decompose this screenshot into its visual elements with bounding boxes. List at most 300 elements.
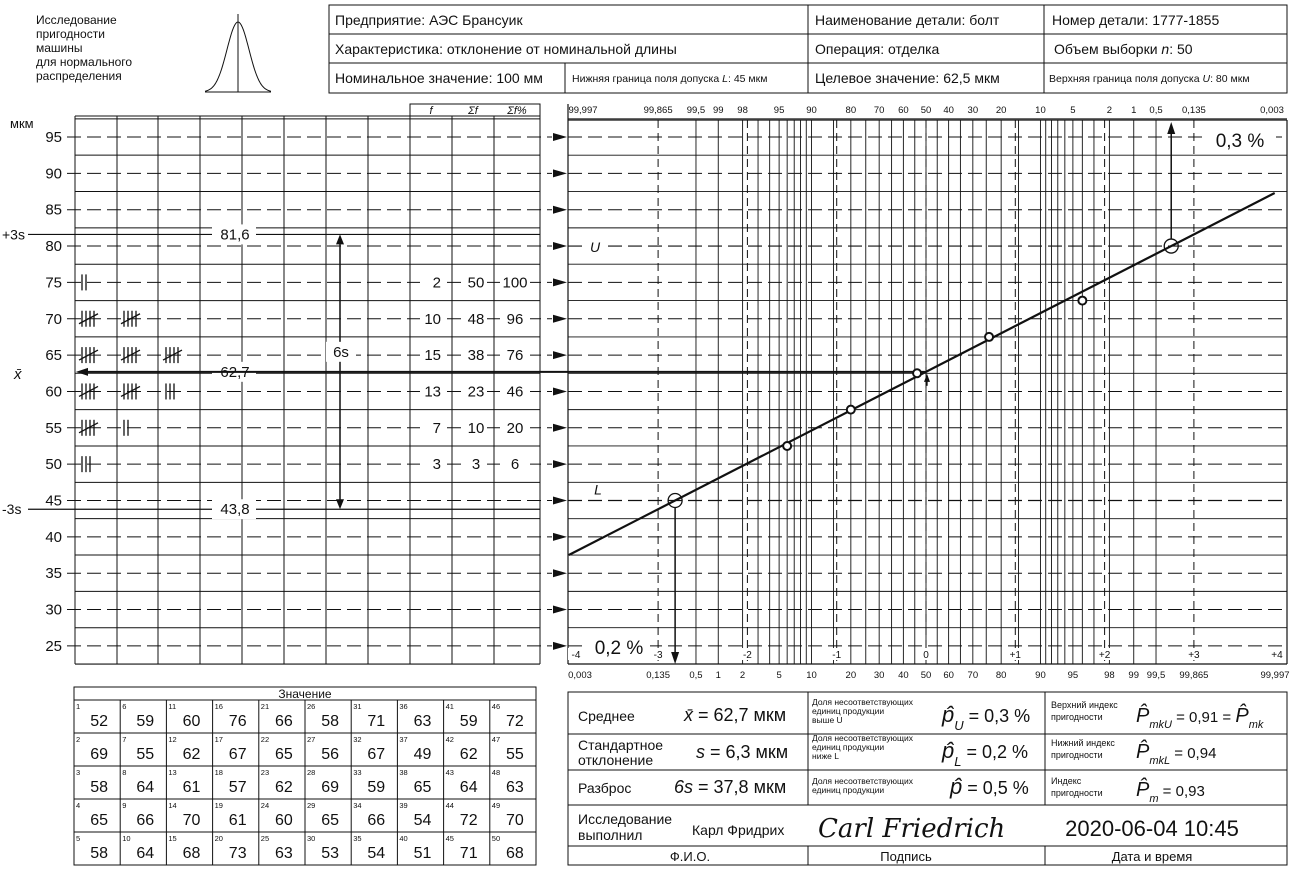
cum-freq-value: 10	[467, 419, 485, 437]
bottom-percent-label: 95	[1067, 670, 1079, 681]
value-cell: 49	[413, 746, 432, 763]
signature: Carl Friedrich	[818, 814, 1006, 844]
footer-col-name: Ф.И.О.	[669, 849, 711, 864]
title-line: Исследование	[36, 13, 117, 27]
value-cell: 70	[182, 812, 201, 829]
bottom-percent-label: 1	[715, 670, 721, 681]
value-cell: 69	[90, 746, 108, 763]
value-cell: 54	[413, 812, 432, 829]
data-point-4	[985, 333, 993, 341]
value-cell: 59	[459, 713, 478, 730]
pm-result	[1136, 778, 1205, 805]
row-arrow-marker	[553, 642, 567, 650]
values-title: Значение	[278, 687, 332, 701]
value-cell: 58	[90, 845, 108, 862]
cum-freq-value: 48	[467, 310, 485, 328]
value-cell: 72	[506, 713, 524, 730]
value-index: 28	[307, 768, 316, 777]
top-percent-label: 30	[967, 105, 979, 116]
value-index: 8	[122, 768, 127, 777]
lower-tolerance-value-part: Нижняя граница поля допуска	[572, 73, 723, 85]
stat-value-label: 81,6	[220, 226, 250, 244]
y-tick-label: 65	[45, 347, 62, 365]
value-index: 10	[122, 834, 131, 843]
index-desc: пригодности	[1051, 750, 1103, 760]
freq-value: 7	[432, 419, 441, 437]
y-tick-label: 45	[45, 492, 62, 510]
y-tick-label: 75	[45, 274, 62, 292]
value-index: 12	[168, 735, 177, 744]
value-cell: 71	[367, 713, 386, 730]
p-result-part: = 0,5 %	[962, 778, 1029, 798]
lower-tolerance-value-part: : 45 мкм	[728, 73, 768, 85]
value-cell: 64	[136, 845, 155, 862]
bottom-percent-label: 98	[1104, 670, 1115, 681]
p-desc: Доля несоответствующих	[812, 697, 913, 707]
top-percent-label: 95	[773, 105, 785, 116]
value-index: 22	[260, 735, 270, 744]
arrowhead	[76, 368, 88, 376]
pl-result-part: = 0,2 %	[961, 742, 1029, 762]
pmku-result-part: mkU	[1149, 719, 1172, 731]
value-index: 27	[307, 735, 316, 744]
arrowhead	[336, 234, 344, 244]
value-index: 44	[445, 801, 454, 810]
mean-label: Среднее	[578, 708, 635, 724]
value-cell: 63	[275, 845, 293, 862]
value-index: 34	[353, 801, 362, 810]
pl-result-part: p̂	[942, 738, 955, 763]
p-desc: единиц продукции	[812, 706, 885, 716]
title-line: пригодности	[36, 27, 105, 41]
value-cell: 68	[506, 845, 524, 862]
value-index: 31	[353, 702, 362, 711]
sigma-label: +3	[1188, 650, 1200, 661]
value-cell: 66	[275, 713, 293, 730]
freq-value: 2	[432, 274, 441, 292]
top-percent-label: 99,5	[686, 105, 706, 116]
y-tick-label: 60	[45, 383, 62, 401]
mean-result-part: = 62,7 мкм	[693, 705, 787, 725]
value-index: 6	[122, 702, 127, 711]
pmkl-result-part: mkL	[1149, 755, 1171, 767]
value-cell: 60	[182, 713, 201, 730]
index-desc: пригодности	[1051, 712, 1103, 722]
pmkl-result	[1136, 740, 1216, 767]
value-cell: 53	[321, 845, 339, 862]
index-desc: Нижний индекс	[1051, 738, 1115, 748]
bottom-percent-label: 0,135	[646, 670, 670, 681]
freq-value: 13	[424, 383, 441, 401]
value-index: 32	[353, 735, 362, 744]
top-percent-label: 98	[737, 105, 748, 116]
row-arrow-marker	[553, 133, 567, 141]
bottom-percent-label: 60	[943, 670, 954, 681]
value-cell: 55	[136, 746, 155, 763]
sigma-label: -4	[571, 650, 581, 661]
values-table	[74, 687, 536, 865]
done-by-label: Исследование	[578, 811, 673, 827]
title-line: распределения	[36, 69, 122, 83]
value-cell: 61	[228, 812, 247, 829]
row-arrow-marker	[553, 569, 567, 577]
p-desc: единиц продукции	[812, 785, 885, 795]
value-index: 17	[214, 735, 223, 744]
value-index: 25	[260, 834, 270, 843]
value-cell: 62	[182, 746, 201, 763]
title-line: для нормального	[36, 55, 133, 69]
data-point-5	[1078, 297, 1086, 305]
value-index: 21	[260, 702, 270, 711]
bottom-percent-label: 0,003	[568, 670, 592, 681]
upper-tolerance-value-part: U	[1202, 73, 1211, 85]
pmku-result-part: P̂	[1235, 705, 1249, 727]
value-cell: 58	[321, 713, 339, 730]
top-percent-label: 0,5	[1149, 105, 1163, 116]
value-index: 5	[76, 834, 81, 843]
cum-freq-value: 3	[471, 456, 481, 474]
target-value: Целевое значение: 62,5 мкм	[815, 70, 1000, 86]
value-index: 38	[399, 768, 408, 777]
bottom-percent-label: 50	[920, 670, 932, 681]
value-cell: 57	[228, 779, 247, 796]
bottom-percent-label: 30	[873, 670, 885, 681]
value-cell: 69	[321, 779, 339, 796]
characteristic-value: Характеристика: отклонение от номинальной длины	[335, 41, 677, 57]
value-index: 33	[353, 768, 362, 777]
pl-result	[941, 738, 1028, 769]
minus3s-label: -3s	[2, 501, 22, 518]
row-arrow-marker	[553, 315, 567, 323]
top-percent-label: 99,865	[643, 105, 673, 116]
data-point-3	[913, 369, 921, 377]
hist-col-header: f	[429, 105, 433, 117]
p-desc: единиц продукции	[812, 742, 885, 752]
top-percent-label: 60	[898, 105, 909, 116]
sample-size-value	[1054, 41, 1193, 57]
y-tick-label: 30	[45, 601, 62, 619]
value-index: 37	[399, 735, 408, 744]
footer-col-date: Дата и время	[1111, 849, 1193, 864]
upper-tolerance-value-part: : 80 мкм	[1210, 73, 1250, 85]
p-desc: Доля несоответствующих	[812, 776, 913, 786]
value-index: 39	[399, 801, 408, 810]
probability-paper	[568, 104, 1290, 681]
std-label: отклонение	[578, 752, 654, 768]
cum-pct-value: 46	[506, 383, 524, 401]
value-index: 4	[76, 801, 81, 810]
results-panel	[568, 692, 1287, 865]
y-tick-label: 70	[45, 310, 62, 328]
six-s-label: 6s	[333, 343, 349, 361]
pmkl-result-part: P̂	[1136, 741, 1150, 763]
cum-pct-value: 100	[502, 274, 528, 292]
part-name-value: Наименование детали: болт	[815, 12, 1000, 28]
top-percent-label: 50	[920, 105, 932, 116]
top-percent-label: 20	[995, 105, 1007, 116]
y-tick-label: 90	[45, 165, 62, 183]
value-cell: 54	[367, 845, 386, 862]
static-frame	[36, 5, 1287, 93]
row-arrow-marker	[553, 169, 567, 177]
top-percent-label: 80	[845, 105, 857, 116]
y-tick-label: 40	[45, 528, 62, 546]
arrowhead	[924, 374, 930, 382]
data-point-2	[847, 406, 855, 414]
index-desc: Индекс	[1051, 776, 1082, 786]
cum-pct-value: 76	[506, 347, 524, 365]
value-index: 11	[168, 702, 177, 711]
pm-result-part: P̂	[1136, 779, 1150, 801]
row-arrow-marker	[553, 278, 567, 286]
sample-size-value-part: Объем выборки	[1054, 41, 1162, 57]
value-index: 2	[76, 735, 81, 744]
row-arrow-marker	[553, 387, 567, 395]
enterprise-value: Предприятие: АЭС Брансуик	[335, 12, 523, 28]
spread-label: Разброс	[578, 780, 632, 796]
sigma-label: +2	[1098, 650, 1111, 661]
y-tick-label: 95	[45, 129, 62, 146]
value-index: 19	[214, 801, 223, 810]
value-index: 24	[260, 801, 270, 810]
bottom-percent-label: 0,5	[689, 670, 703, 681]
value-cell: 62	[459, 746, 478, 763]
value-index: 16	[214, 702, 223, 711]
value-index: 20	[214, 834, 223, 843]
value-index: 46	[491, 702, 501, 711]
sigma-label: -3	[653, 650, 663, 661]
cum-freq-value: 23	[467, 383, 485, 401]
pm-result-part: m	[1149, 793, 1159, 805]
value-cell: 63	[506, 779, 524, 796]
value-cell: 71	[459, 845, 478, 862]
spread-result-part: = 37,8 мкм	[693, 777, 787, 797]
value-cell: 61	[182, 779, 201, 796]
value-cell: 60	[275, 812, 293, 829]
std-result-part: = 6,3 мкм	[705, 742, 789, 762]
row-arrow-marker	[553, 351, 567, 359]
pu-result	[941, 702, 1030, 733]
value-cell: 64	[136, 779, 155, 796]
plus3s-label: +3s	[2, 226, 25, 243]
std-label: Стандартное	[578, 737, 664, 753]
index-desc: пригодности	[1051, 788, 1103, 798]
spread-result	[674, 777, 786, 797]
value-index: 42	[445, 735, 454, 744]
freq-value: 10	[424, 310, 441, 328]
pu-result-part: = 0,3 %	[963, 706, 1031, 726]
cum-pct-value: 96	[506, 310, 524, 328]
std-result	[696, 742, 788, 762]
arrowhead	[1167, 122, 1175, 134]
value-index: 43	[445, 768, 454, 777]
bottom-percent-label: 90	[1035, 670, 1046, 681]
lower-tolerance-value	[572, 73, 767, 85]
value-cell: 58	[90, 779, 108, 796]
value-cell: 52	[90, 713, 108, 730]
y-tick-label: 55	[45, 419, 62, 437]
value-index: 29	[307, 801, 316, 810]
lower-limit-label: L	[594, 481, 602, 498]
unit-label: мкм	[10, 116, 34, 131]
y-tick-label: 85	[45, 201, 62, 219]
top-percent-label: 99	[712, 105, 724, 116]
nominal-value: Номинальное значение: 100 мм	[335, 70, 543, 86]
value-cell: 51	[413, 845, 432, 862]
value-index: 3	[76, 768, 81, 777]
value-index: 47	[491, 735, 501, 744]
value-cell: 72	[459, 812, 478, 829]
value-index: 9	[122, 801, 127, 810]
hist-col-header: Σf	[468, 105, 478, 117]
sigma-label: -2	[742, 650, 752, 661]
arrowhead	[336, 499, 344, 509]
bottom-percent-label: 5	[776, 670, 782, 681]
mean-result	[683, 705, 786, 725]
arrowhead	[671, 652, 679, 664]
histogram-panel	[2, 104, 568, 664]
sigma-label: +4	[1271, 650, 1283, 661]
pmku-result-part: = 0,91 =	[1171, 709, 1236, 726]
pmkl-result-part: = 0,94	[1170, 745, 1217, 762]
value-index: 15	[168, 834, 177, 843]
bottom-percent-label: 70	[967, 670, 979, 681]
sigma-label: 0	[923, 650, 929, 661]
value-cell: 59	[367, 779, 386, 796]
sample-size-value-part: : 50	[1169, 41, 1193, 57]
bottom-percent-label: 99,865	[1179, 670, 1209, 681]
done-by-label: выполнил	[578, 827, 643, 843]
value-cell: 64	[459, 779, 478, 796]
value-index: 50	[491, 834, 501, 843]
bottom-percent-label: 99	[1128, 670, 1140, 681]
cum-pct-value: 6	[510, 456, 520, 474]
lower-tolerance-value-part: L	[722, 73, 728, 85]
pmku-result-part: P̂	[1136, 705, 1150, 727]
top-percent-label: 90	[806, 105, 817, 116]
cum-freq-value: 38	[467, 347, 485, 365]
stat-value-label: 43,8	[220, 501, 250, 519]
sigma-label: -1	[832, 650, 842, 661]
top-percent-label: 5	[1070, 105, 1076, 116]
stat-value-label: 62,7	[220, 363, 250, 381]
top-percent-label: 2	[1106, 105, 1113, 116]
top-percent-label: 40	[943, 105, 954, 116]
upper-tolerance-value	[1049, 73, 1250, 85]
value-index: 18	[214, 768, 223, 777]
bottom-percent-label: 80	[995, 670, 1007, 681]
value-cell: 70	[506, 812, 524, 829]
row-arrow-marker	[553, 497, 567, 505]
row-arrow-marker	[553, 606, 567, 614]
value-index: 13	[168, 768, 177, 777]
value-index: 23	[260, 768, 270, 777]
top-percent-label: 0,003	[1260, 105, 1284, 116]
bottom-percent-label: 2	[739, 670, 746, 681]
footer-col-sign: Подпись	[880, 849, 932, 864]
value-cell: 67	[228, 746, 247, 763]
value-cell: 65	[321, 812, 339, 829]
sample-size-value-part: n	[1161, 41, 1170, 57]
value-index: 36	[399, 702, 408, 711]
sigma-label: +1	[1009, 650, 1022, 661]
value-index: 35	[353, 834, 362, 843]
freq-value: 15	[424, 347, 441, 365]
p-desc: Доля несоответствующих	[812, 733, 913, 743]
p-desc: ниже L	[812, 751, 839, 761]
data-point-1	[783, 442, 791, 450]
value-index: 7	[122, 735, 127, 744]
top-percent-label: 1	[1131, 105, 1137, 116]
pu-result-part: p̂	[942, 702, 955, 727]
bottom-percent-label: 99,997	[1260, 670, 1290, 681]
upper-nonconforming-pct: 0,3 %	[1215, 131, 1265, 152]
p-result-part: p̂	[950, 774, 963, 799]
y-tick-label: 25	[45, 637, 62, 655]
mean-result-part: x̄	[684, 705, 693, 725]
value-index: 41	[445, 702, 454, 711]
mean-symbol: x̄	[14, 365, 22, 383]
value-index: 26	[307, 702, 316, 711]
bottom-percent-label: 40	[898, 670, 909, 681]
operation-value: Операция: отделка	[815, 41, 940, 57]
value-cell: 59	[136, 713, 155, 730]
row-arrow-marker	[553, 242, 567, 250]
freq-value: 3	[432, 456, 441, 474]
row-arrow-marker	[553, 533, 567, 541]
spread-result-part: 6s	[674, 777, 694, 797]
y-tick-label: 80	[45, 238, 62, 256]
value-cell: 73	[228, 845, 247, 862]
value-cell: 63	[413, 713, 432, 730]
upper-tolerance-value-part: Верхняя граница поля допуска	[1049, 73, 1203, 85]
p-desc: выше U	[812, 715, 843, 725]
cum-freq-value: 50	[467, 274, 485, 292]
top-percent-label: 70	[873, 105, 885, 116]
y-tick-label: 35	[45, 565, 62, 583]
value-cell: 55	[506, 746, 524, 763]
p-result	[949, 774, 1029, 799]
value-cell: 56	[321, 746, 339, 763]
value-cell: 62	[275, 779, 293, 796]
inspector-name: Карл Фридрих	[692, 822, 785, 838]
value-index: 30	[307, 834, 316, 843]
bottom-percent-label: 20	[845, 670, 857, 681]
row-arrow-marker	[553, 424, 567, 432]
y-tick-label: 50	[45, 456, 62, 474]
value-index: 14	[168, 801, 177, 810]
date-time: 2020-06-04 10:45	[1065, 816, 1239, 841]
value-index: 1	[76, 702, 81, 711]
value-cell: 67	[367, 746, 386, 763]
top-percent-label: 0,135	[1182, 105, 1206, 116]
pmku-result-part: mk	[1248, 719, 1264, 731]
row-arrow-marker	[553, 460, 567, 468]
value-cell: 65	[275, 746, 293, 763]
pm-result-part: = 0,93	[1158, 783, 1205, 800]
pmku-result	[1136, 704, 1264, 731]
top-percent-label: 10	[1035, 105, 1046, 116]
value-cell: 66	[136, 812, 155, 829]
cum-pct-value: 20	[506, 419, 524, 437]
value-index: 45	[445, 834, 454, 843]
index-desc: Верхний индекс	[1051, 700, 1118, 710]
hist-col-header: Σf%	[507, 105, 527, 117]
value-cell: 65	[413, 779, 432, 796]
part-number-value: Номер детали: 1777-1855	[1052, 12, 1220, 28]
lower-nonconforming-pct: 0,2 %	[594, 638, 644, 659]
row-arrow-marker	[553, 206, 567, 214]
